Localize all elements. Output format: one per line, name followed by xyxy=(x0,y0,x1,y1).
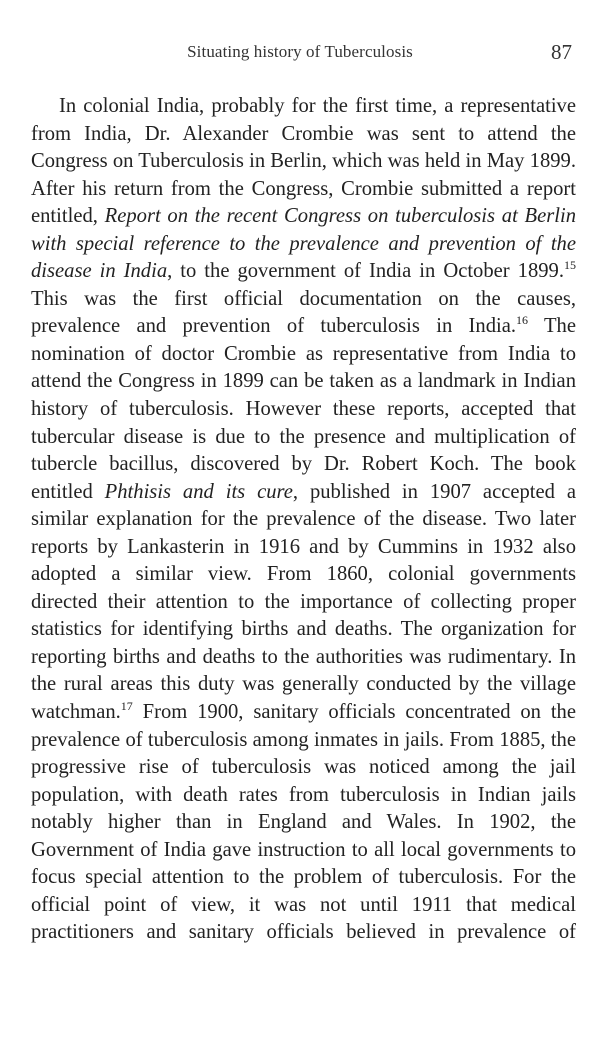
text-segment: In colonial India, probably for the first time, a representative from India, Dr. Alexander Crombie was sent to attend the Congress on Tuberculosis in Berlin, which was held in May 1899. After his return from the Congress, Crombie submitted a report entitled, xyxy=(31,95,576,228)
text-segment: This was the first official documentation on the causes, prevalence and prevention of tuberculosis in India. xyxy=(31,287,576,338)
footnote-ref-16: 16 xyxy=(516,313,529,328)
text-segment: , to the government of India in October 1899. xyxy=(167,260,564,283)
footnote-ref-17: 17 xyxy=(120,699,133,714)
footnote-ref-15: 15 xyxy=(564,258,576,273)
running-title: Situating history of Tuberculosis xyxy=(187,42,413,61)
report-title-italic: Report on the recent Congress on tuberculosis at Berlin with special reference to the prevalence and prevention of the disease in India xyxy=(31,205,576,283)
page-number: 87 xyxy=(551,40,572,64)
text-segment: From 1900, sanitary officials concentrated on the prevalence of tuberculosis among inmates in jails. From 1885, the progressive rise of tuberculosis was noticed among the jail population, with death rates from tuberculosis in Indian jails notably higher than in England and Wales. In 1902, the Government of India gave instruction to all local governments to focus special attention to the problem of tuberculosis. For the official point of view, it was not until 1911 that medical practitioners and sanitary officials believed in prevalence of xyxy=(31,701,576,944)
running-header xyxy=(0,37,600,67)
book-title-italic: Phthisis and its cure xyxy=(104,480,293,503)
body-text xyxy=(31,93,576,947)
text-segment: , published in 1907 accepted a similar explanation for the prevalence of the disease. Two later reports by Lankasterin in 1916 and by Cummins in 1932 also adopted a similar view. From 1860, colonial governments directed their attention to the importance of collecting proper statistics for identifying births and deaths. The organization for reporting births and deaths to the authorities was rudimentary. In the rural areas this duty was generally conducted by the village watchman. xyxy=(31,480,576,724)
text-segment: The nomination of doctor Crombie as representative from India to attend the Congress in 1899 can be taken as a landmark in Indian history of tuberculosis. However these reports, accepted that tubercular disease is due to the presence and multiplication of tubercle bacillus, discovered by Dr. Robert Koch. The book entitled xyxy=(31,315,576,503)
body-paragraph xyxy=(31,93,576,947)
